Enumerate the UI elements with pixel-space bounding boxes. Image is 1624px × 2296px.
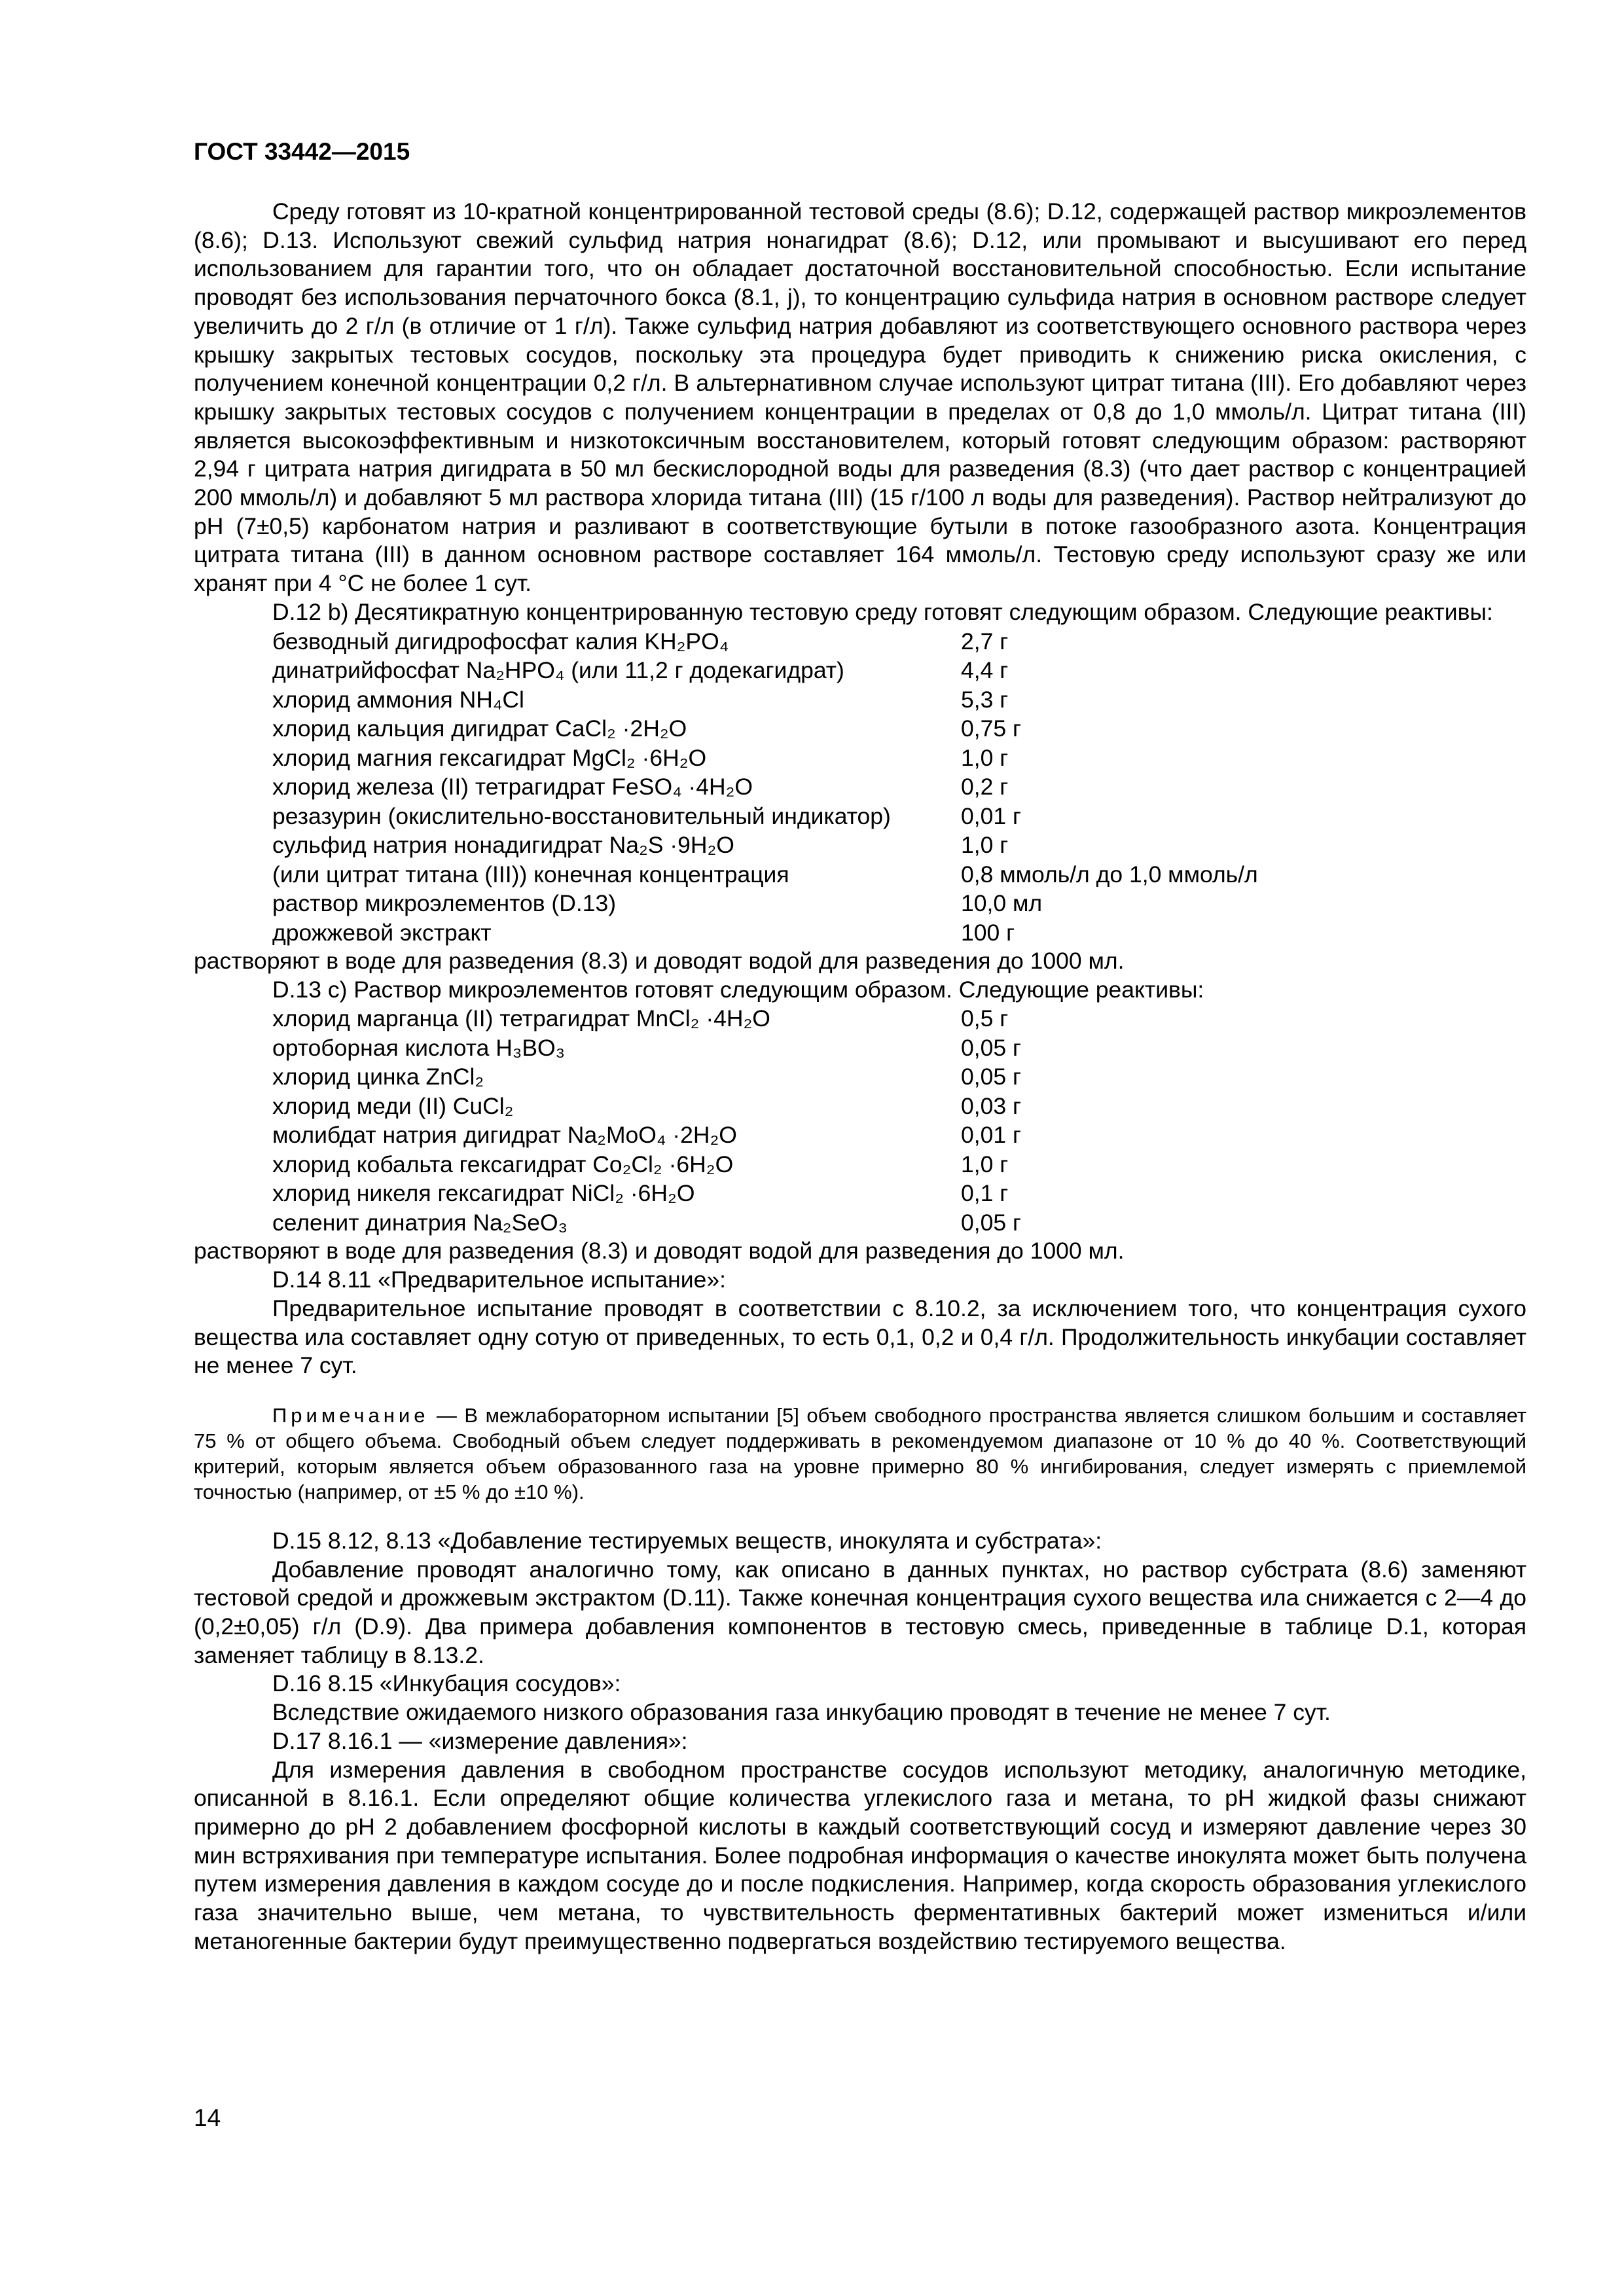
page-number: 14 [194, 2104, 221, 2131]
reagent-row [194, 685, 1526, 715]
intro-paragraph: Среду готовят из 10-кратной концентрированной тестовой среды (8.6); D.12, содержащей раствор микроэлементов (8.6); D.13. Используют свежий сульфид натрия нонагидрат (8.6); D.12, или промывают и высушивают его перед использованием для гарантии того, что он обладает достаточной восстановительной способностью. Если испытание проводят без использования перчаточного бокса (8.1, j), то концентрацию сульфида натрия в основном растворе следует увеличить до 2 г/л (в отличие от 1 г/л). Также сульфид натрия добавляют из соответствующего основного раствора через крышку закрытых тестовых сосудов, поскольку эта процедура будет приводить к снижению риска окисления, с получением конечной концентрации 0,2 г/л. В альтернативном случае используют цитрат титана (III). Его добавляют через крышку закрытых тестовых сосудов с получением концентрации в пределах от 0,8 до 1,0 ммоль/л. Цитрат титана (III) является высокоэффективным и низкотоксичным восстановителем, который готовят следующим образом: растворяют 2,94 г цитрата натрия дигидрата в 50 мл бескислородной воды для разведения (8.3) (что дает раствор с концентрацией 200 ммоль/л) и добавляют 5 мл раствора хлорида титана (III) (15 г/100 л воды для разведения). Раствор нейтрализуют до pH (7±0,5) карбонатом натрия и разливают в соответствующие бутыли в потоке газообразного азота. Концентрация цитрата титана (III) в данном основном растворе составляет 164 ммоль/л. Тестовую среду используют сразу же или хранят при 4 °C не более 1 сут. [194, 198, 1526, 597]
reagents-list-d12 [194, 627, 1526, 948]
d17-text: Для измерения давления в свободном пространстве сосудов используют методику, аналогичную методике, описанной в 8.16.1. Если определяют общие количества углекислого газа и метана, то pH жидкой фазы снижают примерно до pH 2 добавлением фосфорной кислоты в каждый соответствующий сосуд и измеряют давление через 30 мин встряхивания при температуре испытания. Более подробная информация о качестве инокулята может быть получена путем измерения давления в каждом сосуде до и после подкисления. Например, когда скорость образования углекислого газа значительно выше, чем метана, то чувствительность ферментативных бактерий может измениться и/или метаногенные бактерии будут преимущественно подвергаться воздействию тестируемого вещества. [194, 1756, 1526, 1954]
d12-intro: D.12 b) Десятикратную концентрированную тестовую среду готовят следующим образом. Следующие реактивы: [272, 598, 1493, 625]
note-text: — В межлабораторном испытании [5] объем свободного пространства является слишком большим и составляет 75 % от общего объема. Свободный объем следует поддерживать в рекомендуемом диапазоне от 10 % до 40 %. Соответствующий критерий, которым является объем образованного газа на уровне примерно 80 % ингибирования, следует измерять с приемлемой точностью (например, от ±5 % до ±10 %). [194, 1403, 1526, 1503]
reagent-name: хлорид кобальта гексагидрат Co₂Cl₂ ·6H₂O [272, 1151, 734, 1177]
reagent-name: хлорид марганца (II) тетрагидрат MnCl₂ ·4H₂O [272, 1005, 770, 1032]
reagent-row [194, 627, 1526, 656]
d17-title: D.17 8.16.1 — «измерение давления»: [272, 1727, 688, 1754]
reagent-row [194, 860, 1526, 889]
reagent-name: сульфид натрия нонадигидрат Na₂S ·9H₂O [272, 832, 734, 859]
note-block [194, 1403, 1526, 1505]
reagent-value: 0,03 г [961, 1092, 1021, 1119]
reagent-value: 0,01 г [961, 1122, 1021, 1149]
reagent-name: хлорид меди (II) CuCl₂ [272, 1092, 514, 1119]
reagent-row [194, 772, 1526, 802]
d15-title: D.15 8.12, 8.13 «Добавление тестируемых веществ, инокулята и субстрата»: [272, 1527, 1102, 1554]
reagent-row [194, 1150, 1526, 1179]
reagent-value: 0,01 г [961, 802, 1021, 829]
reagent-row [194, 831, 1526, 860]
reagent-value: 0,8 ммоль/л до 1,0 ммоль/л [961, 861, 1258, 888]
reagent-value: 2,7 г [961, 628, 1009, 655]
reagent-value: 0,75 г [961, 715, 1021, 742]
reagent-value: 1,0 г [961, 832, 1009, 859]
reagent-name: селенит динатрия Na₂SeO₃ [272, 1209, 568, 1236]
reagent-name: молибдат натрия дигидрат Na₂MoO₄ ·2H₂O [272, 1122, 737, 1149]
reagent-value: 5,3 г [961, 686, 1009, 713]
reagent-name: дрожжевой экстракт [272, 919, 492, 946]
reagent-row [194, 714, 1526, 744]
reagent-row [194, 1208, 1526, 1238]
reagent-row [194, 1179, 1526, 1208]
reagent-value: 100 г [961, 919, 1015, 946]
reagent-name: хлорид аммония NH₄Cl [272, 686, 524, 713]
reagent-name: резазурин (окислительно-восстановительный индикатор) [272, 802, 891, 829]
reagent-value: 0,05 г [961, 1034, 1021, 1061]
reagent-name: безводный дигидрофосфат калия KH₂PO₄ [272, 628, 729, 655]
reagent-name: ортоборная кислота H₃BO₃ [272, 1034, 566, 1061]
reagent-row [194, 656, 1526, 685]
reagent-row [194, 1121, 1526, 1150]
reagent-name: хлорид цинка ZnCl₂ [272, 1064, 484, 1090]
reagent-row [194, 1033, 1526, 1063]
reagent-row [194, 1004, 1526, 1033]
reagent-name: хлорид магния гексагидрат MgCl₂ ·6H₂O [272, 744, 707, 771]
document-page [194, 137, 1526, 1956]
reagent-value: 0,05 г [961, 1064, 1021, 1090]
reagent-value: 1,0 г [961, 1151, 1009, 1177]
d14-title: D.14 8.11 «Предварительное испытание»: [272, 1266, 726, 1293]
reagent-row [194, 889, 1526, 918]
reagent-value: 10,0 мл [961, 890, 1043, 917]
reagents-list-d13 [194, 1004, 1526, 1237]
d15-text: Добавление проводят аналогично тому, как описано в данных пунктах, но раствор субстрата (8.6) заменяют тестовой средой и дрожжевым экстрактом (D.11). Также конечная концентрация сухого вещества ила снижается с 2—4 до (0,2±0,05) г/л (D.9). Два примера добавления компонентов в тестовую смесь, приведенные в таблице D.1, которая заменяет таблицу в 8.13.2. [194, 1556, 1526, 1668]
reagent-row [194, 1062, 1526, 1092]
reagent-row [194, 1092, 1526, 1121]
reagent-name: раствор микроэлементов (D.13) [272, 890, 617, 917]
reagent-name: динатрийфосфат Na₂HPO₄ (или 11,2 г додекагидрат) [272, 657, 844, 684]
reagent-value: 0,2 г [961, 774, 1009, 800]
reagent-name: хлорид никеля гексагидрат NiCl₂ ·6H₂O [272, 1180, 695, 1207]
d16-title: D.16 8.15 «Инкубация сосудов»: [272, 1670, 621, 1697]
reagent-value: 0,05 г [961, 1209, 1021, 1236]
reagent-name: хлорид железа (II) тетрагидрат FeSO₄ ·4H₂O [272, 774, 753, 800]
reagent-value: 0,1 г [961, 1180, 1009, 1207]
reagent-row [194, 802, 1526, 831]
reagent-value: 1,0 г [961, 744, 1009, 771]
reagent-row [194, 918, 1526, 948]
d14-text: Предварительное испытание проводят в соответствии с 8.10.2, за исключением того, что концентрация сухого вещества ила составляет одну сотую от приведенных, то есть 0,1, 0,2 и 0,4 г/л. Продолжительность инкубации составляет не менее 7 сут. [194, 1295, 1526, 1379]
reagent-value: 0,5 г [961, 1005, 1009, 1032]
d13-intro: D.13 c) Раствор микроэлементов готовят следующим образом. Следующие реактивы: [272, 976, 1204, 1003]
document-header: ГОСТ 33442—2015 [194, 138, 410, 165]
d16-text: Вследствие ожидаемого низкого образования газа инкубацию проводят в течение не менее 7 сут. [272, 1699, 1331, 1726]
reagent-row [194, 744, 1526, 773]
reagent-value: 4,4 г [961, 657, 1009, 684]
reagent-name: (или цитрат титана (III)) конечная концентрация [272, 861, 789, 888]
dissolve-instruction-d12: растворяют в воде для разведения (8.3) и доводят водой для разведения до 1000 мл. [194, 948, 1125, 975]
dissolve-instruction-d13: растворяют в воде для разведения (8.3) и доводят водой для разведения до 1000 мл. [194, 1238, 1125, 1265]
reagent-name: хлорид кальция дигидрат CaCl₂ ·2H₂O [272, 715, 687, 742]
note-label: Примечание [272, 1403, 429, 1427]
